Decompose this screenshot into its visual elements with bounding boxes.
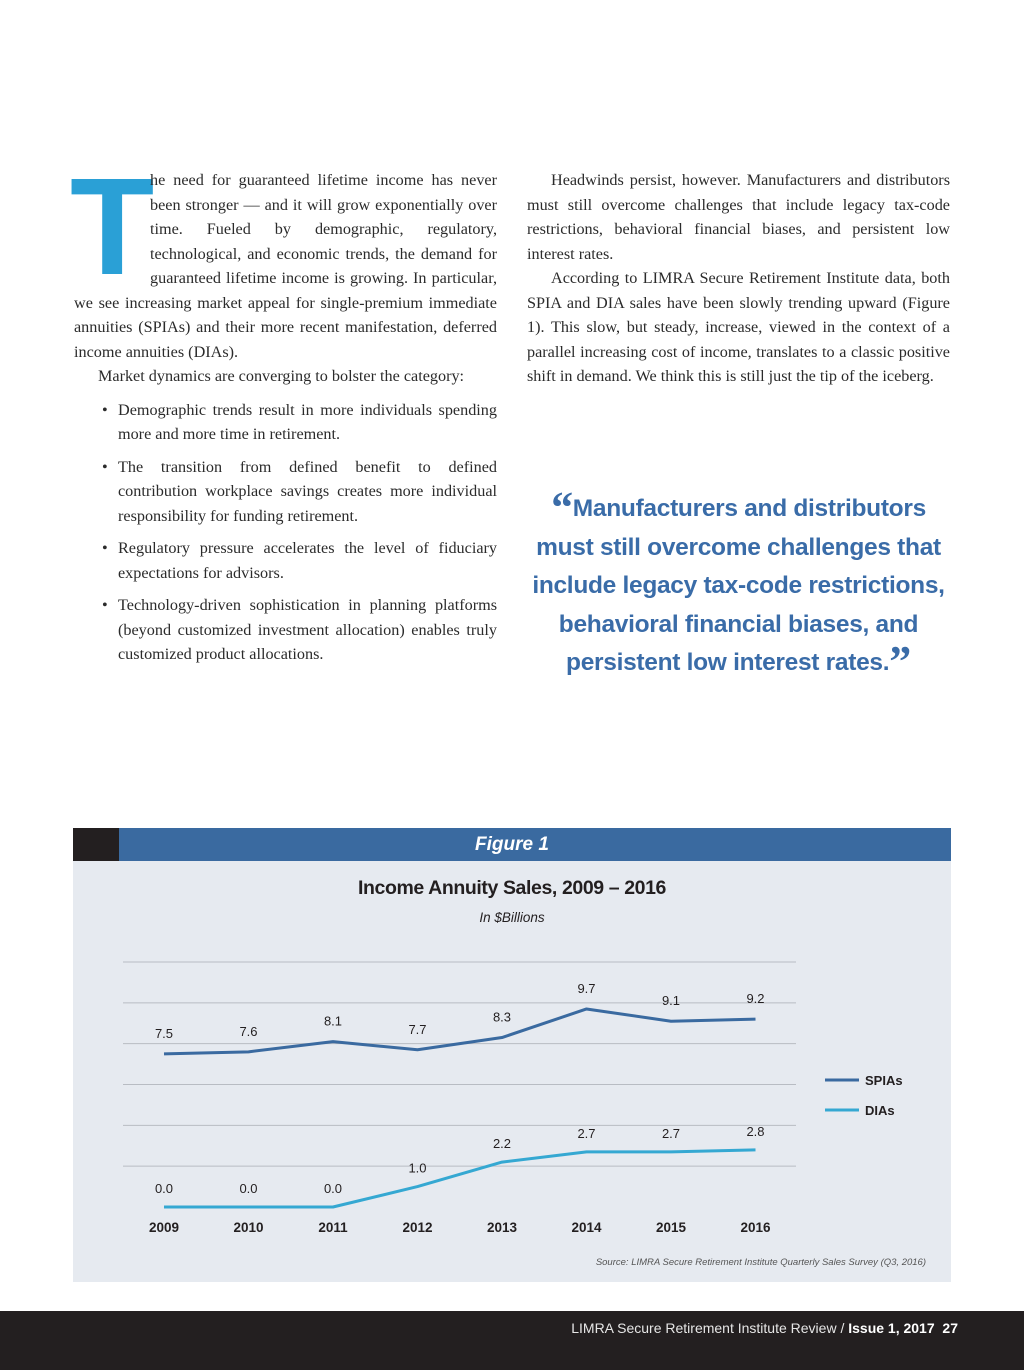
footer-publication: LIMRA Secure Retirement Institute Review / — [571, 1320, 849, 1336]
limra-paragraph: According to LIMRA Secure Retirement Institute data, both SPIA and DIA sales have been slowly trending upward (Figure 1). This slow, but steady, increase, viewed in the context of a parallel increasing cost of income, translates to a classic positive shift in demand. We think this is still just the tip of the iceberg. — [527, 269, 950, 385]
data-label: 1.0 — [408, 1160, 427, 1176]
chart-title: Income Annuity Sales, 2009 – 2016 — [358, 877, 666, 899]
data-label: 7.6 — [239, 1023, 258, 1039]
market-paragraph: Market dynamics are converging to bolster the category: — [98, 367, 465, 385]
x-tick-label: 2016 — [740, 1220, 771, 1235]
headwinds-paragraph: Headwinds persist, however. Manufacturers and distributors must still overcome challenges that include legacy tax-code restrictions, behavioral financial biases, and persistent low interest rates. — [527, 171, 950, 263]
line-chart — [73, 940, 951, 1250]
close-quote-mark: ” — [889, 637, 911, 686]
data-label: 2.2 — [492, 1136, 512, 1152]
footer-issue: Issue 1, 2017 — [848, 1320, 935, 1336]
legend-label: SPIAs — [865, 1073, 903, 1088]
bullet-icon: • — [102, 400, 108, 419]
data-label: 2.7 — [577, 1125, 596, 1141]
bullet-text: Technology-driven sophistication in planning platforms (beyond customized investment allocation) enables truly customized product allocations. — [118, 596, 497, 663]
x-tick-label: 2014 — [571, 1220, 602, 1235]
data-label: 0.0 — [239, 1181, 258, 1196]
data-label: 0.0 — [154, 1181, 174, 1196]
x-tick-label: 2011 — [318, 1220, 348, 1235]
figure-label: Figure 1 — [475, 834, 549, 855]
open-quote-mark: “ — [551, 483, 573, 532]
pull-quote-text: Manufacturers and distributors must still overcome challenges that include legacy tax-code restrictions, behavioral financial biases, and persistent low interest rates. — [532, 495, 945, 676]
chart-subtitle: In $Billions — [479, 910, 545, 925]
data-label: 7.7 — [408, 1021, 427, 1037]
bullet-text: The transition from defined benefit to defined contribution workplace savings creates more individual responsibility for funding retirement. — [118, 457, 497, 525]
list-item — [74, 536, 497, 585]
series-line-dias — [164, 1150, 756, 1207]
bullet-icon: • — [102, 539, 108, 557]
x-tick-label: 2009 — [148, 1220, 180, 1235]
pull-quote — [527, 483, 950, 686]
bullet-icon: • — [102, 596, 108, 614]
data-label: 8.1 — [323, 1013, 343, 1029]
bullet-text: Regulatory pressure accelerates the level of fiduciary expectations for advisors. — [118, 539, 497, 582]
intro-paragraph: he need for guaranteed lifetime income has never been stronger — and it will grow exponentially over time. Fueled by demographic, regulatory, technological, and economic trends, the demand for guaranteed lifetime income is growing. In particular, we see increasing market appeal for single-premium immediate annuities (SPIAs) and their more recent manifestation, deferred income annuities (DIAs). — [74, 171, 497, 361]
data-label: 2.7 — [661, 1125, 681, 1141]
list-item — [74, 455, 497, 529]
data-label: 9.1 — [661, 993, 681, 1009]
page-number: 27 — [942, 1320, 958, 1336]
x-tick-label: 2010 — [233, 1220, 264, 1235]
data-label: 9.2 — [746, 991, 765, 1007]
right-column — [527, 168, 950, 389]
data-label: 9.7 — [577, 980, 596, 996]
bullet-text: Demographic trends result in more individuals spending more and more time in retirement. — [118, 400, 497, 443]
drop-cap: T — [70, 150, 155, 304]
bullet-icon: • — [102, 457, 108, 476]
data-label: 0.0 — [323, 1181, 343, 1196]
left-column — [70, 150, 497, 675]
figure-source: Source: LIMRA Secure Retirement Institute Quarterly Sales Survey (Q3, 2016) — [595, 1257, 926, 1268]
x-tick-label: 2015 — [655, 1220, 687, 1235]
data-label: 8.3 — [492, 1009, 512, 1025]
bullet-list — [74, 398, 497, 667]
footer-text — [571, 1320, 958, 1336]
legend-label: DIAs — [865, 1103, 895, 1118]
x-tick-label: 2012 — [402, 1220, 433, 1235]
data-label: 2.8 — [746, 1123, 765, 1139]
data-label: 7.5 — [154, 1025, 174, 1041]
x-tick-label: 2013 — [486, 1220, 518, 1235]
intro-block — [70, 150, 497, 364]
list-item — [74, 398, 497, 447]
list-item — [74, 593, 497, 667]
